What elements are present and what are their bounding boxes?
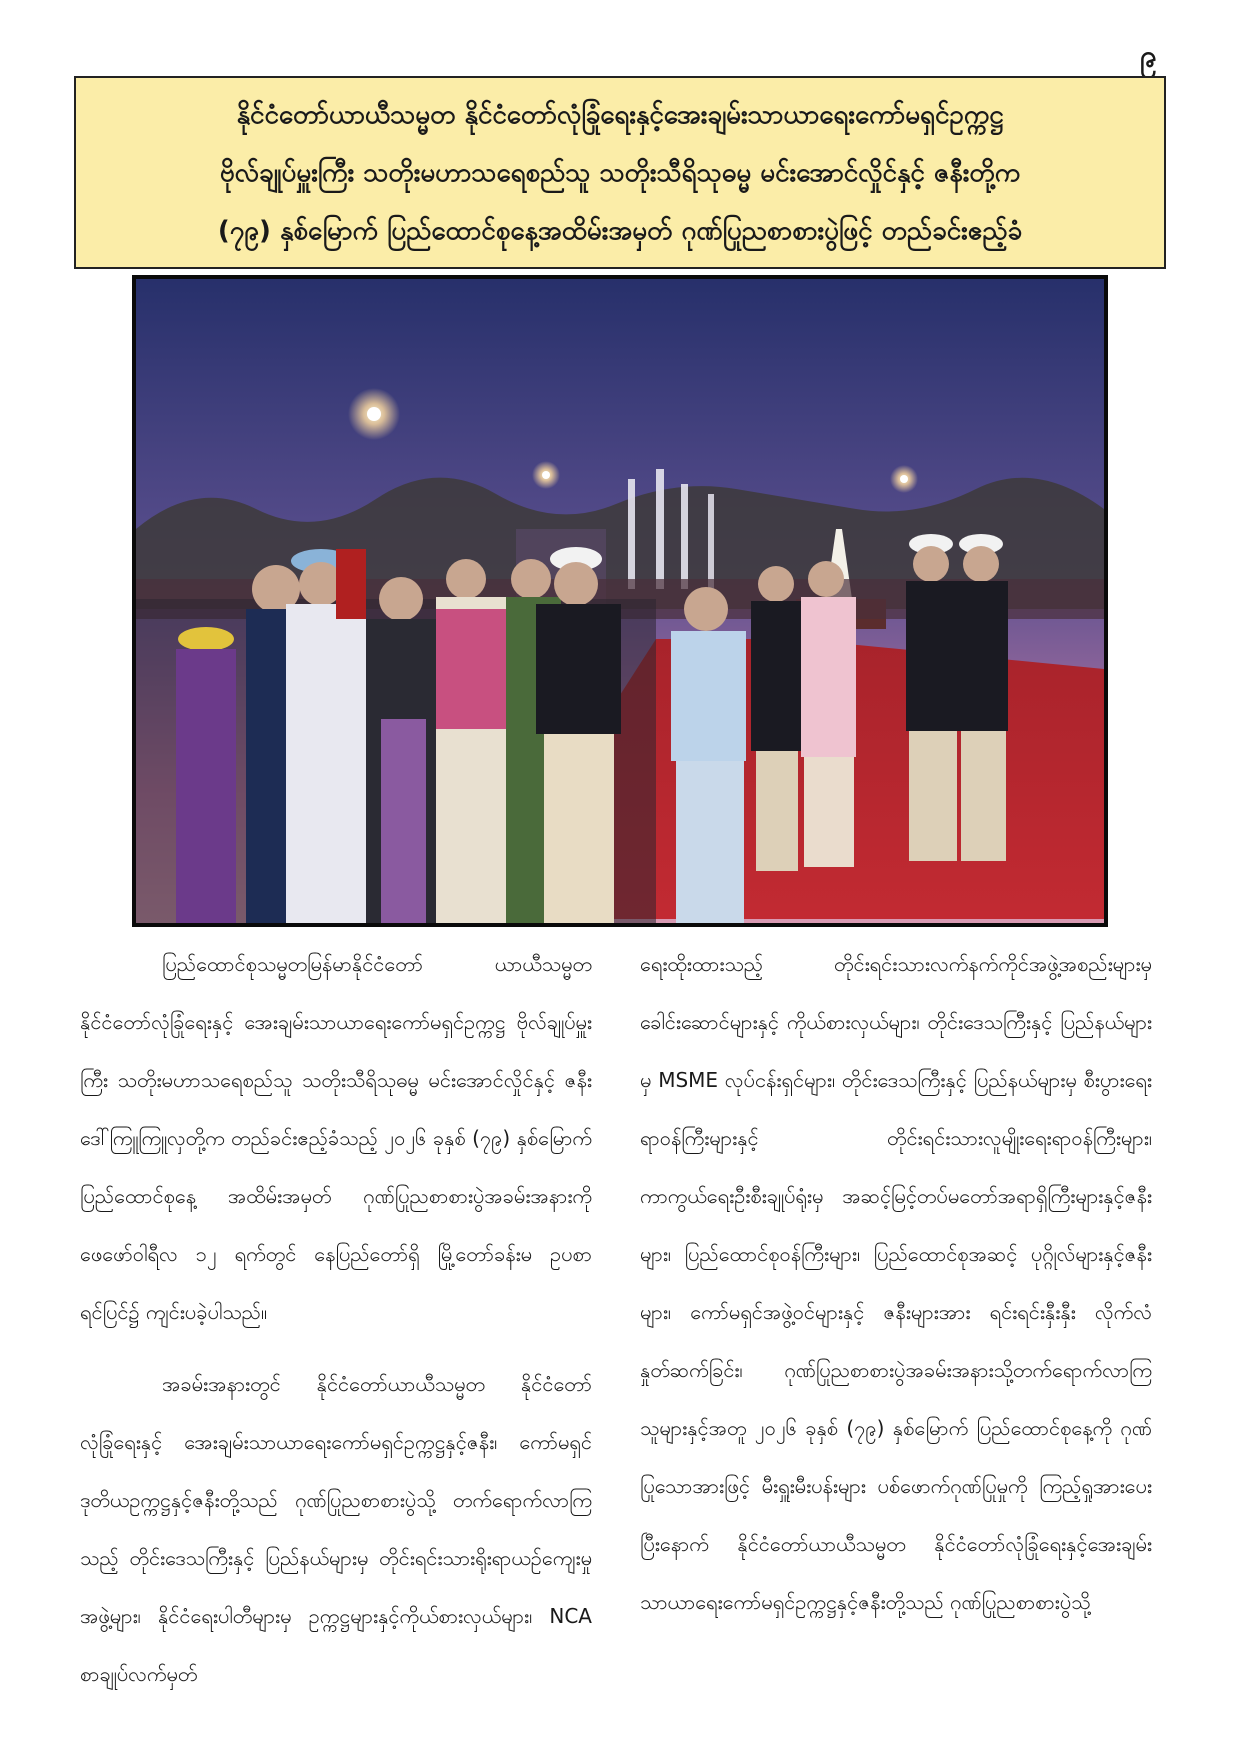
event-photo-illustration <box>136 279 1104 923</box>
headline-box <box>74 76 1166 269</box>
article-column-left <box>80 935 592 1703</box>
headline-line-1: နိုင်ငံတော်ယာယီသမ္မတ နိုင်ငံတော်လုံခြုံရေးနှင့်အေးချမ်းသာယာရေးကော်မရှင်ဥက္ကဋ္ဌ <box>236 99 1004 130</box>
headline-line-3: (၇၉) နှစ်မြောက် ပြည်ထောင်စုနေ့အထိမ်းအမှတ် ဂုဏ်ပြုညစာစားပွဲဖြင့် တည်ခင်းဧည့်ခံ <box>217 215 1023 246</box>
fountain-jet <box>708 494 714 589</box>
fountain-jet <box>656 469 664 589</box>
event-photo <box>132 275 1108 927</box>
fountain-jet <box>628 479 635 589</box>
page-number: ၉ <box>1140 39 1157 74</box>
article-column-right <box>640 935 1152 1631</box>
article-paragraph: ပြည်ထောင်စုသမ္မတမြန်မာနိုင်ငံတော် ယာယီသမ္မတ နိုင်ငံတော်လုံခြုံရေးနှင့် အေးချမ်းသာယာရေးကော်မရှင်ဥက္ကဋ္ဌ ဗိုလ်ချုပ်မှူးကြီး သတိုးမဟာသရေစည်သူ သတိုးသီရိသုဓမ္မ မင်းအောင်လှိုင်နှင့် ဇနီးဒေါ်ကြူကြူလှတို့က တည်ခင်းဧည့်ခံသည့် ၂၀၂၆ ခုနှစ် (၇၉) နှစ်မြောက် ပြည်ထောင်စုနေ့ အထိမ်းအမှတ် ဂုဏ်ပြုညစာစားပွဲအခမ်းအနားကို ဖေဖော်ဝါရီလ ၁၂ ရက်တွင် နေပြည်တော်ရှိ မြို့တော်ခန်းမ ဥပစာရင်ပြင်၌ ကျင်းပခဲ့ပါသည်။ <box>80 952 592 1324</box>
article-paragraph: အခမ်းအနားတွင် နိုင်ငံတော်ယာယီသမ္မတ နိုင်ငံတော်လုံခြုံရေးနှင့် အေးချမ်းသာယာရေးကော်မရှင်ဥက္ကဋ္ဌနှင့်ဇနီး၊ ကော်မရှင်ဒုတိယဥက္ကဋ္ဌနှင့်ဇနီးတို့သည် ဂုဏ်ပြုညစာစားပွဲသို့ တက်ရောက်လာကြသည့် တိုင်းဒေသကြီးနှင့် ပြည်နယ်များမှ တိုင်းရင်းသားရိုးရာယဉ်ကျေးမှုအဖွဲ့များ၊ နိုင်ငံရေးပါတီများမှ ဥက္ကဋ္ဌများနှင့်ကိုယ်စားလှယ်များ၊ NCA စာချုပ်လက်မှတ် <box>80 1372 592 1686</box>
article-paragraph: ရေးထိုးထားသည့် တိုင်းရင်းသားလက်နက်ကိုင်အဖွဲ့အစည်းများမှခေါင်းဆောင်များနှင့် ကိုယ်စားလှယ်များ၊ တိုင်းဒေသကြီးနှင့် ပြည်နယ်များမှ MSME လုပ်ငန်းရှင်များ၊ တိုင်းဒေသကြီးနှင့် ပြည်နယ်များမှ စီးပွားရေးရာဝန်ကြီးများနှင့် တိုင်းရင်းသားလူမျိုးရေးရာဝန်ကြီးများ၊ ကာကွယ်ရေးဦးစီးချုပ်ရုံးမှ အဆင့်မြင့်တပ်မတော်အရာရှိကြီးများနှင့်ဇနီးများ၊ ပြည်ထောင်စုဝန်ကြီးများ၊ ပြည်ထောင်စုအဆင့် ပုဂ္ဂိုလ်များနှင့်ဇနီးများ၊ ကော်မရှင်အဖွဲ့ဝင်များနှင့် ဇနီးများအား ရင်းရင်းနှီးနှီး လိုက်လံနှုတ်ဆက်ခြင်း၊ ဂုဏ်ပြုညစာစားပွဲအခမ်းအနားသို့တက်ရောက်လာကြသူများနှင့်အတူ ၂၀၂၆ ခုနှစ် (၇၉) နှစ်မြောက် ပြည်ထောင်စုနေ့ကို ဂုဏ်ပြုသောအားဖြင့် မီးရှူးမီးပန်းများ ပစ်ဖောက်ဂုဏ်ပြုမှုကို ကြည့်ရှုအားပေးပြီးနောက် နိုင်ငံတော်ယာယီသမ္မတ နိုင်ငံတော်လုံခြုံရေးနှင့်အေးချမ်းသာယာရေးကော်မရှင်ဥက္ကဋ္ဌနှင့်ဇနီးတို့သည် ဂုဏ်ပြုညစာစားပွဲသို့ <box>640 952 1152 1614</box>
fountain-jet <box>681 484 688 589</box>
headline-line-2: ဗိုလ်ချုပ်မှူးကြီး သတိုးမဟာသရေစည်သူ သတိုးသီရိသုဓမ္မ မင်းအောင်လှိုင်နှင့် ဇနီးတို့က <box>219 157 1021 188</box>
